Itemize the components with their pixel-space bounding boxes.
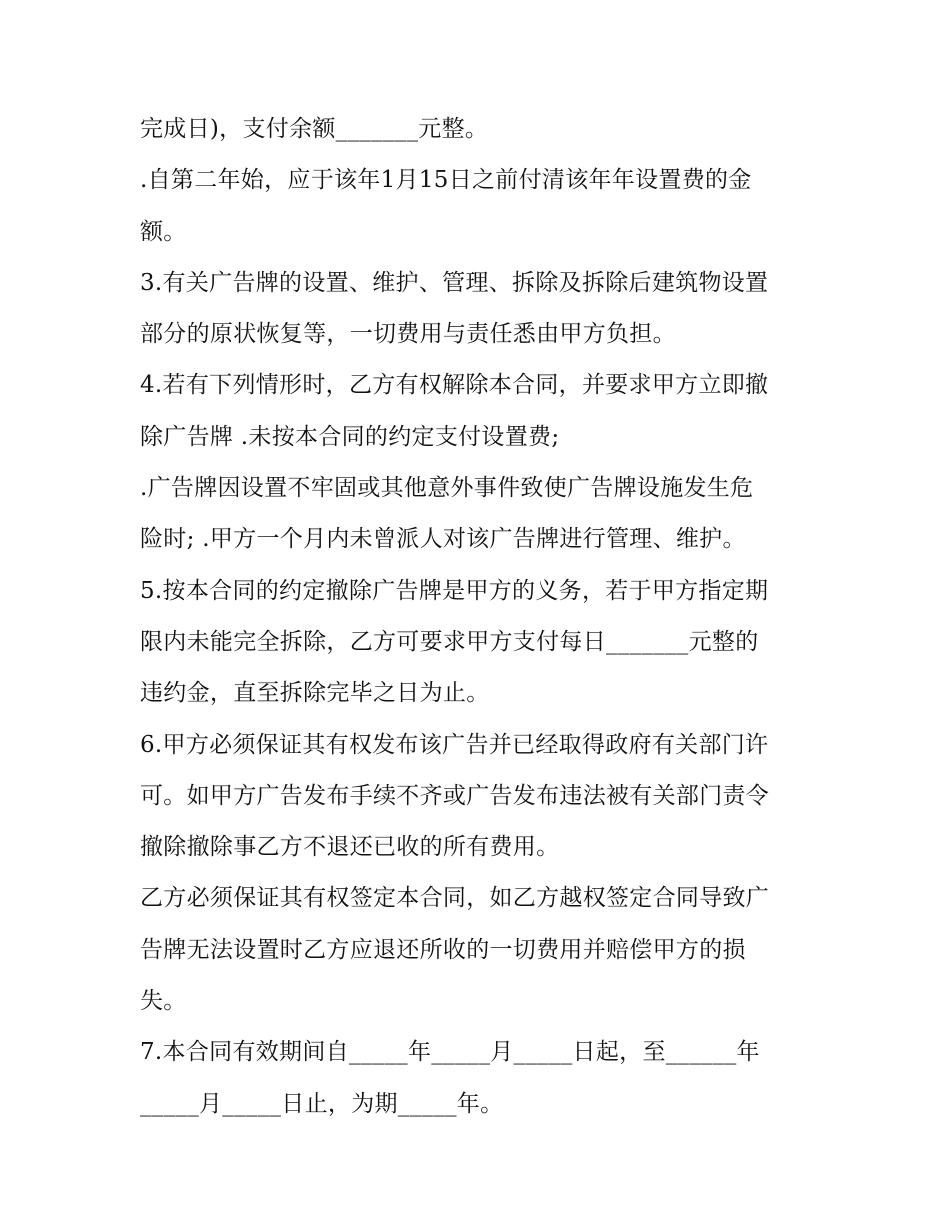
text-line: _____月_____日止，为期_____年。: [140, 1090, 504, 1117]
text-line: 险时; .甲方一个月内未曾派人对该广告牌进行管理、维护。: [140, 526, 746, 553]
text-line: 告牌无法设置时乙方应退还所收的一切费用并赔偿甲方的损: [140, 936, 746, 963]
text-line: .广告牌因设置不牢固或其他意外事件致使广告牌设施发生危: [140, 475, 754, 502]
text-line: 6.甲方必须保证其有权发布该广告并已经取得政府有关部门许: [140, 731, 769, 758]
text-line: 可。如甲方广告发布手续不齐或广告发布违法被有关部门责令: [140, 782, 770, 809]
text-line: 部分的原状恢复等，一切费用与责任悉由甲方负担。: [140, 321, 676, 348]
text-line: 撤除撤除事乙方不退还已收的所有费用。: [140, 834, 560, 861]
text-line: 3.有关广告牌的设置、维护、管理、拆除及拆除后建筑物设置: [140, 269, 769, 296]
text-line: 违约金，直至拆除完毕之日为止。: [140, 680, 490, 707]
text-line: 7.本合同有效期间自_____年_____月_____日起，至______年: [140, 1039, 760, 1066]
contract-text: [140, 104, 820, 1130]
text-line: 5.按本合同的约定撤除广告牌是甲方的义务，若于甲方指定期: [140, 577, 769, 604]
text-line: 除广告牌 .未按本合同的约定支付设置费;: [140, 423, 560, 450]
text-line: 限内未能完全拆除，乙方可要求甲方支付每日_______元整的: [140, 628, 759, 655]
text-line: 额。: [140, 218, 187, 245]
text-line: 失。: [140, 988, 187, 1015]
text-line: 4.若有下列情形时，乙方有权解除本合同，并要求甲方立即撤: [140, 372, 769, 399]
text-line: 完成日)，支付余额_______元整。: [140, 116, 489, 142]
text-line: 乙方必须保证其有权签定本合同，如乙方越权签定合同导致广: [140, 885, 770, 912]
text-line: .自第二年始，应于该年1月15日之前付清该年年设置费的金: [140, 167, 752, 194]
